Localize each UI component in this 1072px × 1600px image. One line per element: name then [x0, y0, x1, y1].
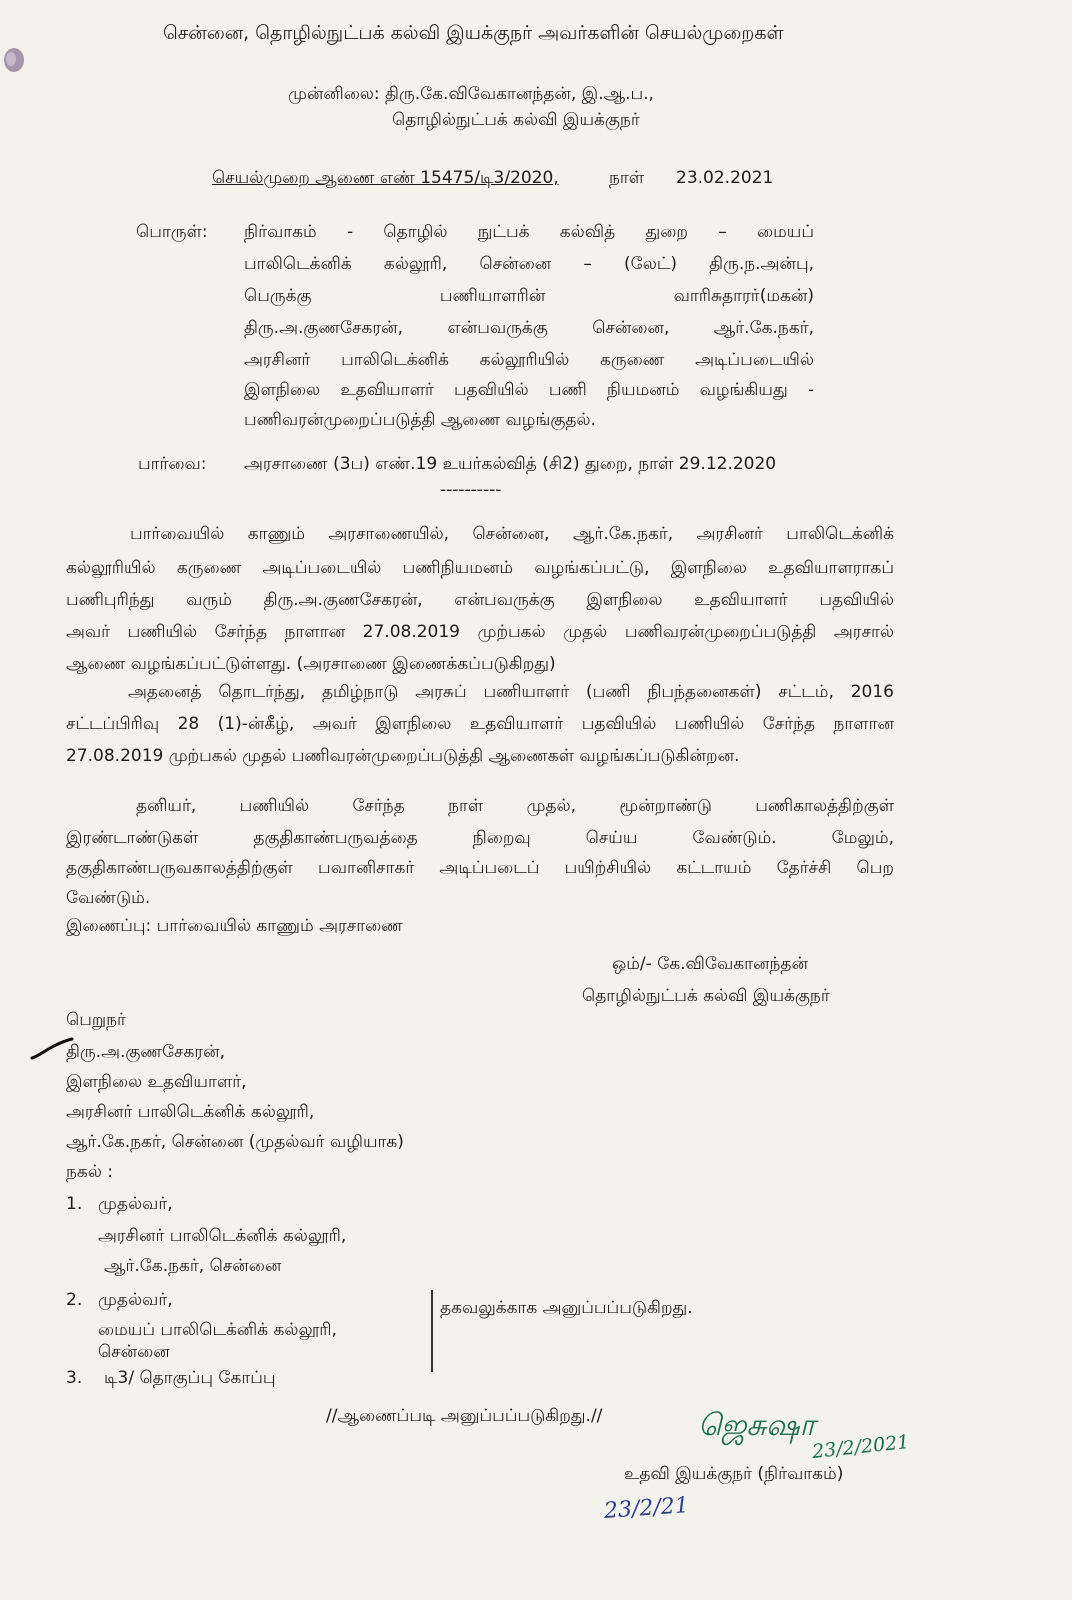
copy-label: நகல் : [66, 1162, 114, 1182]
paragraph-line: பார்வையில் காணும் அரசாணையில், சென்னை, ஆர்.கே.நகர், அரசினர் பாலிடெக்னிக் [130, 524, 894, 544]
forwarding-note: //ஆணைப்படி அனுப்பப்படுகிறது.// [326, 1406, 603, 1426]
recipient-line: திரு.அ.குணசேகரன், [66, 1042, 226, 1062]
presence-role: தொழில்நுட்பக் கல்வி இயக்குநர் [392, 110, 640, 130]
recipient-line: இளநிலை உதவியாளர், [66, 1072, 247, 1092]
paragraph-line: வேண்டும். [66, 888, 151, 908]
copy-item-line: சென்னை [98, 1342, 170, 1362]
signature-date: 23/2/2021 [811, 1430, 911, 1464]
subject-line: நிர்வாகம் - தொழில் நுட்பக் கல்வித் துறை – மையப் [244, 222, 814, 242]
document-title: சென்னை, தொழில்நுட்பக் கல்வி இயக்குநர் அவர்களின் செயல்முறைகள் [163, 22, 784, 44]
subject-line: அரசினர் பாலிடெக்னிக் கல்லூரியில் கருணை அடிப்படையில் [244, 350, 814, 370]
date-label: நாள் [609, 168, 645, 188]
copy-item-number: 1. [66, 1194, 83, 1214]
signatory-title: தொழில்நுட்பக் கல்வி இயக்குநர் [582, 986, 830, 1006]
handwritten-signature: ஜெசுஷா [698, 1408, 816, 1443]
copy-item-line: ஆர்.கே.நகர், சென்னை [104, 1256, 282, 1276]
paragraph-line: அவர் பணியில் சேர்ந்த நாளான 27.08.2019 முற்பகல் முதல் பணிவரன்முறைப்படுத்தி அரசால் [66, 622, 894, 642]
subject-line: திரு.அ.குணசேகரன், என்பவருக்கு சென்னை, ஆர்.கே.நகர், [244, 318, 814, 338]
forwarding-officer: உதவி இயக்குநர் (நிர்வாகம்) [624, 1464, 844, 1484]
copy-item-number: 2. [66, 1290, 83, 1310]
subject-label: பொருள்: [136, 222, 208, 242]
copy-item-line: முதல்வர், [98, 1290, 173, 1310]
handwritten-initials: 23/2/21 [603, 1493, 690, 1524]
paragraph-line: ஆணை வழங்கப்பட்டுள்ளது. (அரசாணை இணைக்கப்படுகிறது) [66, 654, 556, 674]
paragraph-line: தகுதிகாண்பருவகாலத்திற்குள் பவானிசாகர் அடிப்படைப் பயிற்சியில் கட்டாயம் தேர்ச்சி பெற [66, 858, 894, 878]
copy-item-line: டி3/ தொகுப்பு கோப்பு [104, 1368, 276, 1388]
copy-item-line: மையப் பாலிடெக்னிக் கல்லூரி, [98, 1320, 337, 1340]
presence-label: முன்னிலை: திரு.கே.விவேகானந்தன், இ.ஆ.ப., [288, 84, 654, 104]
info-note: தகவலுக்காக அனுப்பப்படுகிறது. [440, 1298, 693, 1318]
recipient-line: ஆர்.கே.நகர், சென்னை (முதல்வர் வழியாக) [66, 1132, 404, 1152]
order-date: 23.02.2021 [676, 168, 774, 188]
subject-line: பாலிடெக்னிக் கல்லூரி, சென்னை – (லேட்) திரு.ந.அன்பு, [244, 254, 814, 274]
copy-item-line: அரசினர் பாலிடெக்னிக் கல்லூரி, [98, 1226, 347, 1246]
subject-line: இளநிலை உதவியாளர் பதவியில் பணி நியமனம் வழங்கியது - [244, 380, 814, 400]
copy-item-number: 3. [66, 1368, 83, 1388]
paragraph-line: அதனைத் தொடர்ந்து, தமிழ்நாடு அரசுப் பணியாளர் (பணி நிபந்தனைகள்) சட்டம், 2016 [128, 682, 894, 702]
reference-text: அரசாணை (3ப) எண்.19 உயர்கல்வித் (சி2) துறை, நாள் 29.12.2020 [244, 454, 777, 474]
reference-label: பார்வை: [138, 454, 207, 474]
info-bracket-line [431, 1290, 433, 1372]
subject-line: பணிவரன்முறைப்படுத்தி ஆணை வழங்குதல். [244, 410, 596, 430]
enclosure-note: இணைப்பு: பார்வையில் காணும் அரசாணை [66, 916, 403, 936]
paragraph-line: கல்லூரியில் கருணை அடிப்படையில் பணிநியமனம் வழங்கப்பட்டு, இளநிலை உதவியாளராகப் [66, 558, 894, 578]
signatory-name: ஒம்/- கே.விவேகானந்தன் [612, 954, 808, 974]
paragraph-line: பணிபுரிந்து வரும் திரு.அ.குணசேகரன், என்பவருக்கு இளநிலை உதவியாளர் பதவியில் [66, 590, 894, 610]
order-number: செயல்முறை ஆணை எண் 15475/டி3/2020, [212, 168, 559, 188]
paragraph-line: 27.08.2019 முற்பகல் முதல் பணிவரன்முறைப்படுத்தி ஆணைகள் வழங்கப்படுகின்றன. [66, 746, 740, 766]
paragraph-line: இரண்டாண்டுகள் தகுதிகாண்பருவத்தை நிறைவு செய்ய வேண்டும். மேலும், [66, 828, 894, 848]
copy-item-line: முதல்வர், [98, 1194, 173, 1214]
paragraph-line: சட்டப்பிரிவு 28 (1)-ன்கீழ், அவர் இளநிலை உதவியாளர் பதவியில் பணியில் சேர்ந்த நாளான [66, 714, 894, 734]
recipient-label: பெறுநர் [66, 1010, 126, 1030]
paragraph-line: தனியர், பணியில் சேர்ந்த நாள் முதல், மூன்றாண்டு பணிகாலத்திற்குள் [136, 796, 894, 816]
recipient-line: அரசினர் பாலிடெக்னிக் கல்லூரி, [66, 1102, 315, 1122]
reference-separator: ---------- [440, 480, 502, 500]
punch-hole [4, 48, 24, 72]
subject-line: பெருக்கு பணியாளரின் வாரிசுதாரர்(மகன்) [244, 286, 814, 306]
